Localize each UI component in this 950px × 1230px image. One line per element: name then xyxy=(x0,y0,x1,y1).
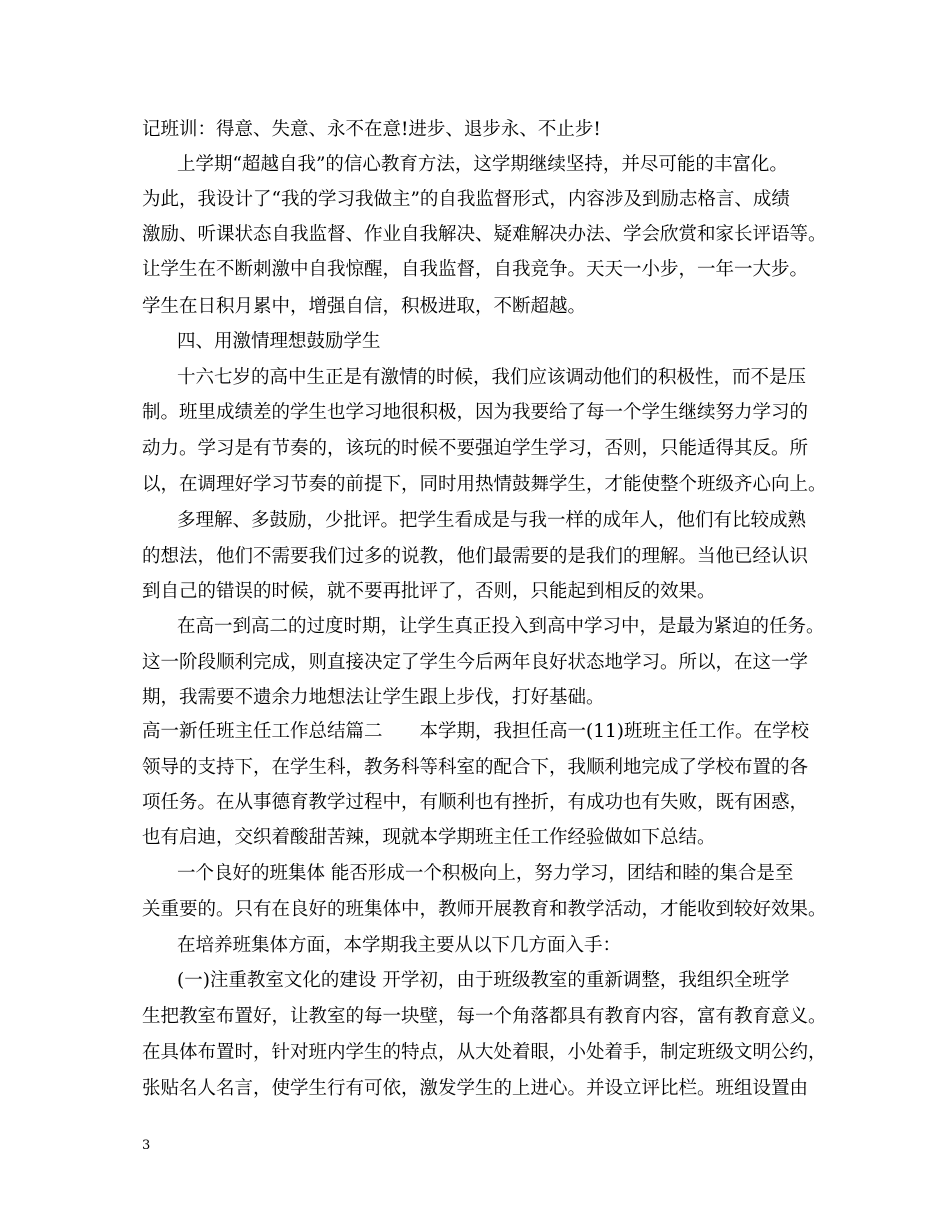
text-line: 也有启迪，交织着酸甜苦辣，现就本学期班主任工作经验做如下总结。 xyxy=(142,827,716,848)
text-line: 在具体布置时，针对班内学生的特点，从大处着眼，小处着手，制定班级文明公约， xyxy=(142,1042,827,1063)
text-line: (一)注重教室文化的建设 开学初，由于班级教室的重新调整，我组织全班学 xyxy=(177,970,790,991)
text-line: 激励、听课状态自我监督、作业自我解决、疑难解决办法、学会欣赏和家长评语等。 xyxy=(142,224,827,245)
text-line: 生把教室布置好，让教室的每一块壁，每一个角落都具有教育内容，富有教育意义。 xyxy=(142,1006,827,1027)
text-line: 多理解、多鼓励，少批评。把学生看成是与我一样的成年人，他们有比较成熟 xyxy=(177,510,807,531)
text-line: 的想法，他们不需要我们过多的说教，他们最需要的是我们的理解。当他已经认识 xyxy=(142,546,809,567)
text-line: 让学生在不断刺激中自我惊醒，自我监督，自我竞争。天天一小步，一年一大步。 xyxy=(142,259,809,280)
text-line: 领导的支持下，在学生科，教务科等科室的配合下，我顺利地完成了学校布置的各 xyxy=(142,757,809,778)
text-line: 动力。学习是有节奏的，该玩的时候不要强迫学生学习，否则，只能适得其反。所 xyxy=(142,438,809,459)
text-line: 为此，我设计了“我的学习我做主”的自我监督形式，内容涉及到励志格言、成绩 xyxy=(142,189,790,210)
section-heading: 高一新任班主任工作总结篇二 本学期，我担任高一(11)班班主任工作。在学校 xyxy=(142,721,809,742)
text-line: 十六七岁的高中生正是有激情的时候，我们应该调动他们的积极性，而不是压 xyxy=(177,367,807,388)
text-line: 期，我需要不遗余力地想法让学生跟上步伐，打好基础。 xyxy=(142,687,605,708)
text-line: 以，在调理好学习节奏的前提下，同时用热情鼓舞学生，才能使整个班级齐心向上。 xyxy=(142,474,827,495)
text-line: 在培养班集体方面，本学期我主要从以下几方面入手： xyxy=(177,935,622,956)
page-number: 3 xyxy=(142,1138,151,1153)
text-line: 到自己的错误的时候，就不要再批评了，否则，只能起到相反的效果。 xyxy=(142,581,716,602)
text-line: 记班训：得意、失意、永不在意!进步、退步永、不止步! xyxy=(142,119,601,140)
text-line: 一个良好的班集体 能否形成一个积极向上，努力学习，团结和睦的集合是至 xyxy=(177,863,794,884)
text-line: 这一阶段顺利完成，则直接决定了学生今后两年良好状态地学习。所以，在这一学 xyxy=(142,652,809,673)
section-heading: 四、用激情理想鼓励学生 xyxy=(177,331,381,352)
text-line: 制。班里成绩差的学生也学习地很积极，因为我要给了每一个学生继续努力学习的 xyxy=(142,402,809,423)
text-line: 张贴名人名言，使学生行有可依，激发学生的上进心。并设立评比栏。班组设置由 xyxy=(142,1078,809,1099)
text-line: 上学期“超越自我”的信心教育方法，这学期继续坚持，并尽可能的丰富化。 xyxy=(177,154,788,175)
text-line: 项任务。在从事德育教学过程中，有顺利也有挫折，有成功也有失败，既有困惑， xyxy=(142,792,809,813)
text-line: 学生在日积月累中，增强自信，积极进取，不断超越。 xyxy=(142,296,587,317)
text-line: 在高一到高二的过度时期，让学生真正投入到高中学习中，是最为紧迫的任务。 xyxy=(177,616,825,637)
text-line: 关重要的。只有在良好的班集体中，教师开展教育和教学活动，才能收到较好效果。 xyxy=(142,899,827,920)
